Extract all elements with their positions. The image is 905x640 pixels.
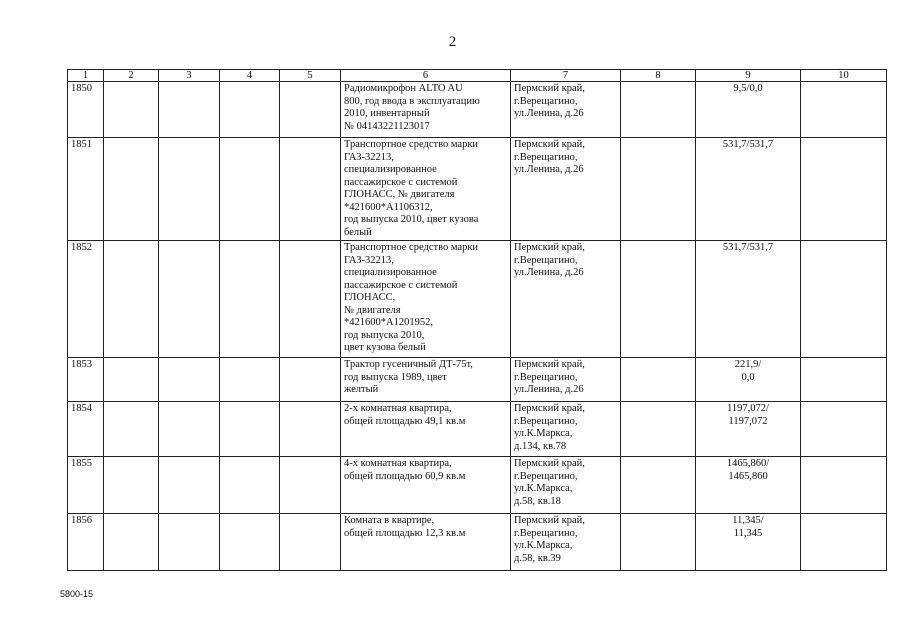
table-row	[68, 358, 887, 402]
empty-cell	[280, 402, 341, 457]
column-header: 8	[621, 70, 696, 82]
empty-cell	[621, 402, 696, 457]
page-number: 2	[448, 34, 457, 50]
empty-cell	[280, 82, 341, 138]
column-header: 6	[341, 70, 511, 82]
empty-cell	[280, 241, 341, 358]
table-row	[68, 82, 887, 138]
empty-cell	[220, 457, 280, 514]
property-value: 9,5/0,0	[733, 83, 763, 94]
property-value-cell	[696, 514, 801, 571]
property-name: Комната в квартире, общей площадью 12,3 кв.м	[341, 514, 511, 571]
column-header: 9	[696, 70, 801, 82]
property-value: 1465,860/ 1465,860	[726, 458, 770, 482]
property-address: Пермский край, г.Верещагино, ул.К.Маркса, д.58, кв.39	[511, 514, 621, 571]
empty-cell	[104, 514, 159, 571]
table-row	[68, 138, 887, 241]
row-number: 1854	[68, 402, 104, 457]
empty-cell	[280, 138, 341, 241]
property-name: Радиомикрофон ALTO AU 800, год ввода в эксплуатацию 2010, инвентарный № 04143221123017	[341, 82, 511, 138]
empty-cell	[220, 402, 280, 457]
row-number: 1853	[68, 358, 104, 402]
empty-cell	[104, 402, 159, 457]
column-header: 7	[511, 70, 621, 82]
empty-cell	[621, 138, 696, 241]
property-value-cell	[696, 358, 801, 402]
row-number: 1852	[68, 241, 104, 358]
empty-cell	[280, 514, 341, 571]
column-header: 10	[801, 70, 887, 82]
empty-cell	[159, 138, 220, 241]
empty-cell	[801, 457, 887, 514]
empty-cell	[220, 138, 280, 241]
property-address: Пермский край, г.Верещагино, ул.Ленина, д.26	[511, 358, 621, 402]
empty-cell	[801, 514, 887, 571]
property-value-cell	[696, 138, 801, 241]
property-name: 2-х комнатная квартира, общей площадью 49,1 кв.м	[341, 402, 511, 457]
property-value: 531,7/531,7	[722, 139, 774, 150]
column-header: 1	[68, 70, 104, 82]
property-name: 4-х комнатная квартира, общей площадью 60,9 кв.м	[341, 457, 511, 514]
empty-cell	[220, 241, 280, 358]
document-code: 5800-15	[60, 589, 94, 599]
empty-cell	[104, 358, 159, 402]
empty-cell	[104, 457, 159, 514]
column-header: 4	[220, 70, 280, 82]
table-row	[68, 241, 887, 358]
column-header: 5	[280, 70, 341, 82]
property-value-cell	[696, 82, 801, 138]
property-value: 1197,072/ 1197,072	[727, 403, 769, 427]
empty-cell	[621, 358, 696, 402]
table-row	[68, 402, 887, 457]
property-value-cell	[696, 241, 801, 358]
property-address: Пермский край, г.Верещагино, ул.Ленина, д.26	[511, 241, 621, 358]
empty-cell	[801, 82, 887, 138]
column-header: 2	[104, 70, 159, 82]
empty-cell	[801, 358, 887, 402]
row-number: 1856	[68, 514, 104, 571]
empty-cell	[159, 514, 220, 571]
property-name: Транспортное средство марки ГАЗ-32213, специализированное пассажирское с системой ГЛОНАСС, № двигателя *421600*А1106312, год выпуска 2010, цвет кузова белый	[341, 138, 511, 241]
row-number: 1855	[68, 457, 104, 514]
empty-cell	[801, 402, 887, 457]
empty-cell	[621, 457, 696, 514]
row-number: 1851	[68, 138, 104, 241]
column-header: 3	[159, 70, 220, 82]
empty-cell	[104, 138, 159, 241]
row-number: 1850	[68, 82, 104, 138]
empty-cell	[621, 241, 696, 358]
empty-cell	[220, 514, 280, 571]
table-row	[68, 514, 887, 571]
empty-cell	[801, 138, 887, 241]
property-value: 221,9/ 0,0	[734, 359, 762, 383]
property-name: Трактор гусеничный ДТ-75т, год выпуска 1989, цвет желтый	[341, 358, 511, 402]
property-name: Транспортное средство марки ГАЗ-32213, специализированное пассажирское с системой ГЛОНАСС, № двигателя *421600*А1201952, год выпуска 2010, цвет кузова белый	[341, 241, 511, 358]
empty-cell	[159, 241, 220, 358]
property-address: Пермский край, г.Верещагино, ул.Ленина, д.26	[511, 82, 621, 138]
empty-cell	[159, 358, 220, 402]
column-number-header-row	[68, 70, 887, 82]
property-value-cell	[696, 457, 801, 514]
empty-cell	[159, 402, 220, 457]
empty-cell	[104, 82, 159, 138]
empty-cell	[801, 241, 887, 358]
empty-cell	[280, 358, 341, 402]
empty-cell	[621, 82, 696, 138]
empty-cell	[220, 358, 280, 402]
property-value-cell	[696, 402, 801, 457]
table-row	[68, 457, 887, 514]
property-value: 11,345/ 11,345	[732, 515, 764, 539]
property-address: Пермский край, г.Верещагино, ул.Ленина, д.26	[511, 138, 621, 241]
empty-cell	[159, 82, 220, 138]
empty-cell	[280, 457, 341, 514]
empty-cell	[220, 82, 280, 138]
empty-cell	[104, 241, 159, 358]
property-address: Пермский край, г.Верещагино, ул.К.Маркса, д.134, кв.78	[511, 402, 621, 457]
property-registry-table	[67, 69, 887, 571]
property-address: Пермский край, г.Верещагино, ул.К.Маркса, д.58, кв.18	[511, 457, 621, 514]
property-value: 531,7/531,7	[722, 242, 774, 253]
empty-cell	[159, 457, 220, 514]
empty-cell	[621, 514, 696, 571]
